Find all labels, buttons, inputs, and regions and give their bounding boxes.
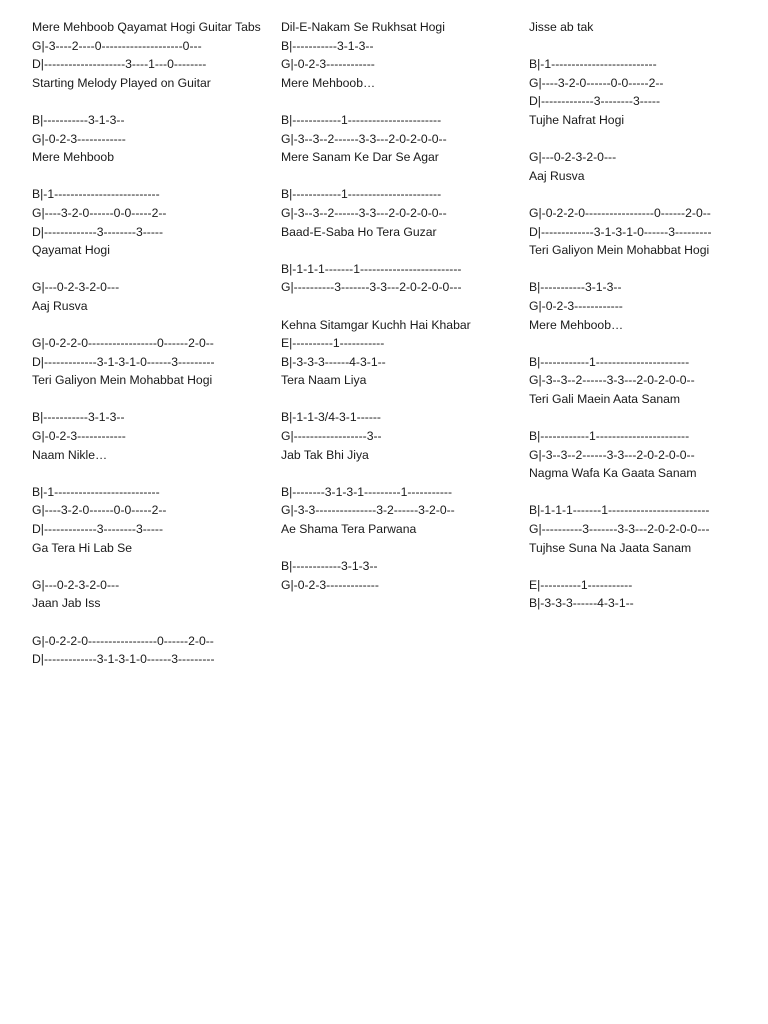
tab-line: G|-0-2-3------------ [32, 131, 126, 146]
tab-line: G|---0-2-3-2-0--- [32, 280, 120, 295]
blank-line [32, 390, 272, 409]
lyric-line: Mere Mehboob… [529, 317, 624, 332]
lyric-line: Jisse ab tak [529, 20, 594, 34]
tab-line: B|-1-------------------------- [32, 187, 160, 202]
tab-line: B|------------1----------------------- [281, 187, 442, 202]
tab-column-2 [281, 18, 521, 594]
lyric-line: Qayamat Hogi [32, 243, 110, 258]
lyric-line: Naam Nikle… [32, 447, 108, 462]
blank-line [529, 334, 761, 353]
lyric-line: Baad-E-Saba Ho Tera Guzar [281, 224, 437, 239]
tab-column-3 [529, 18, 761, 613]
tab-line: D|-------------3--------3----- [32, 224, 164, 239]
blank-line [529, 483, 761, 502]
lyric-line: Kehna Sitamgar Kuchh Hai Khabar [281, 317, 471, 332]
tab-line: G|-3--3--2------3-3---2-0-2-0-0-- [281, 131, 447, 146]
tab-line: G|----3-2-0------0-0-----2-- [32, 503, 167, 518]
tab-line: G|-3--3--2------3-3---2-0-2-0-0-- [281, 205, 447, 220]
tab-line: G|------------------3-- [281, 429, 382, 444]
blank-line [529, 37, 761, 56]
tab-line: G|----3-2-0------0-0-----2-- [529, 75, 664, 90]
lyric-line: Tujhe Nafrat Hogi [529, 112, 625, 127]
tab-line: B|------------1----------------------- [529, 429, 690, 444]
blank-line [32, 557, 272, 576]
tab-line: B|-1-------------------------- [32, 484, 160, 499]
tab-line: D|-------------3-1-3-1-0------3--------- [32, 652, 215, 667]
tab-line: G|-0-2-2-0-----------------0------2-0-- [529, 205, 711, 220]
lyric-line: Starting Melody Played on Guitar [32, 75, 211, 90]
blank-line [529, 260, 761, 279]
tab-line: E|----------1----------- [281, 336, 385, 351]
tab-line: G|-0-2-2-0-----------------0------2-0-- [32, 633, 214, 648]
lyric-line: Mere Sanam Ke Dar Se Agar [281, 150, 439, 165]
tab-line: D|-------------3--------3----- [529, 94, 661, 109]
tab-line: D|-------------3-1-3-1-0------3--------- [529, 224, 712, 239]
lyric-line: Teri Galiyon Mein Mohabbat Hogi [32, 373, 213, 388]
tab-line: B|-3-3-3------4-3-1-- [281, 354, 386, 369]
lyric-line: Mere Mehboob… [281, 75, 376, 90]
blank-line [32, 92, 272, 111]
tab-line: B|-----------3-1-3-- [281, 38, 374, 53]
tab-line: B|--------3-1-3-1---------1----------- [281, 484, 452, 499]
blank-line [281, 464, 521, 483]
blank-line [529, 557, 761, 576]
tab-line: G|-0-2-2-0-----------------0------2-0-- [32, 336, 214, 351]
tab-line: B|------------1----------------------- [281, 112, 442, 127]
tab-line: G|----3-2-0------0-0-----2-- [32, 205, 167, 220]
blank-line [281, 390, 521, 409]
blank-line [281, 167, 521, 186]
tab-line: G|----------3-------3-3---2-0-2-0-0--- [281, 280, 462, 295]
tab-line: B|-----------3-1-3-- [32, 410, 125, 425]
blank-line [32, 316, 272, 335]
tab-line: B|------------3-1-3-- [281, 559, 378, 574]
tab-line: G|-3----2----0--------------------0--- [32, 38, 202, 53]
tab-line: G|-0-2-3------------- [281, 577, 379, 592]
tab-line: B|-1-1-1-------1------------------------- [281, 261, 462, 276]
tab-line: G|---0-2-3-2-0--- [529, 150, 617, 165]
blank-line [529, 408, 761, 427]
tab-line: B|-1-------------------------- [529, 57, 657, 72]
tab-column-1 [32, 18, 272, 669]
tab-line: B|-----------3-1-3-- [32, 112, 125, 127]
tab-line: B|-----------3-1-3-- [529, 280, 622, 295]
lyric-line: Teri Gali Maein Aata Sanam [529, 391, 681, 406]
tab-line: G|----------3-------3-3---2-0-2-0-0--- [529, 522, 710, 537]
lyric-line: Ga Tera Hi Lab Se [32, 540, 133, 555]
lyric-line: Ae Shama Tera Parwana [281, 522, 417, 537]
tab-line: B|------------1----------------------- [529, 354, 690, 369]
blank-line [32, 613, 272, 632]
lyric-line: Dil-E-Nakam Se Rukhsat Hogi [281, 20, 445, 34]
tab-line: G|-0-2-3------------ [281, 57, 375, 72]
lyric-line: Teri Galiyon Mein Mohabbat Hogi [529, 243, 710, 258]
tab-line: D|--------------------3----1---0-------- [32, 57, 207, 72]
tab-line: G|-3--3--2------3-3---2-0-2-0-0-- [529, 373, 695, 388]
blank-line [281, 297, 521, 316]
tab-line: G|---0-2-3-2-0--- [32, 577, 120, 592]
tab-line: D|-------------3--------3----- [32, 522, 164, 537]
lyric-line: Aaj Rusva [32, 298, 88, 313]
blank-line [281, 539, 521, 558]
lyric-line: Jaan Jab Iss [32, 596, 101, 611]
blank-line [529, 185, 761, 204]
tab-line: E|----------1----------- [529, 577, 633, 592]
tab-line: G|-3-3---------------3-2------3-2-0-- [281, 503, 455, 518]
blank-line [529, 130, 761, 149]
lyric-line: Tera Naam Liya [281, 373, 367, 388]
lyric-line: Mere Mehboob [32, 150, 114, 165]
blank-line [32, 167, 272, 186]
lyric-line: Jab Tak Bhi Jiya [281, 447, 369, 462]
lyric-line: Mere Mehboob Qayamat Hogi Guitar Tabs [32, 20, 261, 34]
tab-line: G|-3--3--2------3-3---2-0-2-0-0-- [529, 447, 695, 462]
lyric-line: Aaj Rusva [529, 168, 585, 183]
blank-line [281, 92, 521, 111]
blank-line [32, 464, 272, 483]
tab-line: B|-1-1-3/4-3-1------ [281, 410, 381, 425]
tab-line: B|-1-1-1-------1------------------------- [529, 503, 710, 518]
tab-line: G|-0-2-3------------ [32, 429, 126, 444]
tab-line: D|-------------3-1-3-1-0------3--------- [32, 354, 215, 369]
blank-line [281, 241, 521, 260]
lyric-line: Tujhse Suna Na Jaata Sanam [529, 540, 692, 555]
blank-line [32, 260, 272, 279]
lyric-line: Nagma Wafa Ka Gaata Sanam [529, 466, 697, 481]
tab-line: G|-0-2-3------------ [529, 298, 623, 313]
tab-line: B|-3-3-3------4-3-1-- [529, 596, 634, 611]
